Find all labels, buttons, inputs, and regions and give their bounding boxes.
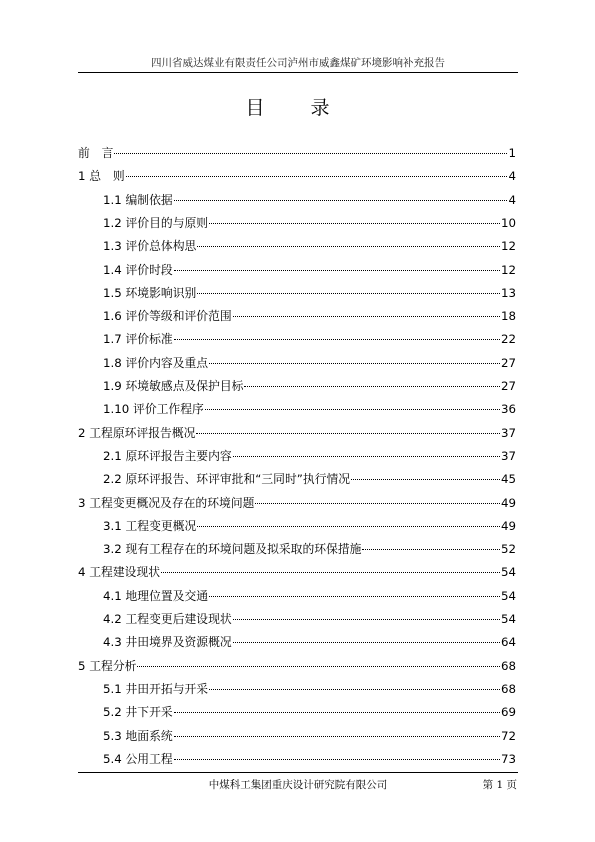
toc-entry-label: 2.1 原环评报告主要内容: [103, 448, 232, 463]
toc-entry-label: 4 工程建设现状: [78, 565, 161, 580]
header-rule: [78, 72, 518, 73]
toc-entry-label: 1.8 评价内容及重点: [103, 355, 209, 370]
toc-entry-label: 1.6 评价等级和评价范围: [103, 309, 232, 324]
toc-entry-label: 2.2 原环评报告、环评审批和“三同时”执行情况: [103, 472, 351, 487]
toc-entry-label: 1.7 评价标准: [103, 332, 173, 347]
toc-entry[interactable]: [103, 330, 516, 348]
toc-entry-label: 前 言: [78, 146, 114, 160]
toc-entry[interactable]: [78, 657, 516, 675]
toc-entry[interactable]: [78, 563, 516, 581]
toc-entry-page: 49: [500, 495, 516, 510]
toc-entry-label: 5 工程分析: [78, 658, 137, 673]
toc-dot-leader: [197, 245, 500, 247]
toc-entry-page: 12: [500, 239, 516, 254]
toc-entry-label: 1.4 评价时段: [103, 262, 173, 277]
toc-dot-leader: [174, 758, 500, 760]
toc-entry-page: 54: [500, 588, 516, 603]
toc-entry-page: 4: [508, 169, 516, 184]
toc-entry-page: 27: [500, 355, 516, 370]
toc-entry[interactable]: [103, 261, 516, 279]
toc-entry-label: 5.1 井田开拓与开采: [103, 681, 209, 696]
toc-entry-label: 5.2 井下开采: [103, 705, 173, 720]
toc-entry-page: 54: [500, 612, 516, 626]
toc-dot-leader: [244, 385, 500, 387]
toc-dot-leader: [209, 595, 500, 597]
toc-entry-page: 68: [500, 681, 516, 696]
toc-dot-leader: [233, 455, 500, 457]
toc-entry-page: 22: [500, 332, 516, 347]
toc-dot-leader: [209, 688, 500, 690]
toc-entry-page: 12: [500, 262, 516, 277]
toc-entry-label: 4.1 地理位置及交通: [103, 588, 209, 603]
toc-entry-label: 3 工程变更概况及存在的环境问题: [78, 495, 255, 510]
toc-entry-page: 4: [508, 192, 516, 207]
toc-dot-leader: [161, 571, 500, 573]
toc-dot-leader: [114, 152, 507, 154]
toc-dot-leader: [209, 362, 500, 364]
toc-dot-leader: [197, 525, 500, 527]
toc-entry[interactable]: [103, 214, 516, 232]
toc-entry[interactable]: [78, 424, 516, 442]
toc-entry-page: 45: [500, 472, 516, 487]
toc-entry-page: 73: [500, 751, 516, 766]
toc-entry-page: 54: [500, 565, 516, 580]
toc-entry-label: 5.4 公用工程: [103, 751, 173, 766]
toc-entry-page: 49: [500, 518, 516, 533]
toc-entry-page: 27: [500, 379, 516, 393]
toc-entry[interactable]: [103, 610, 516, 628]
footer-rule: [78, 772, 518, 773]
toc-title: 目 录: [245, 97, 350, 119]
toc-entry-label: 3.2 现有工程存在的环境问题及拟采取的环保措施: [103, 542, 362, 557]
toc-entry[interactable]: [103, 750, 516, 768]
toc-entry[interactable]: [78, 144, 516, 162]
toc-entry[interactable]: [78, 167, 516, 185]
toc-entry[interactable]: [78, 494, 516, 512]
toc-dot-leader: [126, 175, 508, 177]
toc-entry-label: 1.5 环境影响识别: [103, 285, 197, 300]
footer-page-number: 第 1 页: [482, 779, 517, 791]
toc-dot-leader: [233, 641, 500, 643]
toc-dot-leader: [362, 548, 500, 550]
toc-entry-label: 4.3 井田境界及资源概况: [103, 635, 232, 650]
toc-entry[interactable]: [103, 400, 516, 418]
toc-entry-page: 64: [500, 635, 516, 650]
toc-entry-label: 1.2 评价目的与原则: [103, 215, 209, 230]
toc-entry[interactable]: [103, 377, 516, 395]
toc-entry[interactable]: [103, 540, 516, 558]
running-header: 四川省威达煤业有限责任公司泸州市威鑫煤矿环境影响补充报告: [151, 57, 445, 69]
toc-entry[interactable]: [103, 354, 516, 372]
toc-dot-leader: [205, 408, 500, 410]
toc-dot-leader: [174, 269, 500, 271]
toc-entry-label: 5.3 地面系统: [103, 728, 173, 743]
toc-entry[interactable]: [103, 703, 516, 721]
toc-entry[interactable]: [103, 191, 516, 209]
toc-entry[interactable]: [103, 470, 516, 488]
toc-entry-label: 2 工程原环评报告概况: [78, 425, 196, 440]
toc-dot-leader: [196, 432, 500, 434]
toc-entry-label: 1.10 评价工作程序: [103, 402, 204, 417]
toc-entry-page: 18: [500, 309, 516, 324]
toc-dot-leader: [174, 711, 500, 713]
toc-dot-leader: [174, 338, 500, 340]
toc-entry-page: 13: [500, 285, 516, 300]
toc-entry[interactable]: [103, 307, 516, 325]
toc-entry[interactable]: [103, 237, 516, 255]
toc-entry-page: 10: [500, 215, 516, 230]
toc-dot-leader: [351, 478, 500, 480]
toc-dot-leader: [137, 665, 500, 667]
toc-entry[interactable]: [103, 447, 516, 465]
toc-entry-label: 4.2 工程变更后建设现状: [103, 612, 232, 626]
footer-organization: 中煤科工集团重庆设计研究院有限公司: [208, 779, 388, 791]
toc-entry-page: 72: [500, 728, 516, 743]
toc-entry-label: 1 总 则: [78, 169, 125, 184]
toc-entry[interactable]: [103, 284, 516, 302]
toc-entry-label: 1.3 评价总体构思: [103, 239, 197, 254]
toc-dot-leader: [174, 199, 508, 201]
toc-entry[interactable]: [103, 587, 516, 605]
toc-entry-page: 37: [500, 448, 516, 463]
toc-entry-label: 3.1 工程变更概况: [103, 518, 197, 533]
toc-entry-page: 37: [500, 425, 516, 440]
toc-dot-leader: [255, 502, 500, 504]
toc-entry[interactable]: [103, 680, 516, 698]
toc-entry-page: 1: [508, 146, 516, 160]
toc-entry-page: 69: [500, 705, 516, 720]
toc-dot-leader: [233, 315, 500, 317]
toc-entry[interactable]: [103, 633, 516, 651]
toc-dot-leader: [197, 292, 500, 294]
toc-dot-leader: [233, 618, 500, 620]
toc-entry[interactable]: [103, 727, 516, 745]
toc-dot-leader: [174, 735, 500, 737]
toc-entry[interactable]: [103, 517, 516, 535]
toc-dot-leader: [209, 222, 500, 224]
toc-entry-label: 1.9 环境敏感点及保护目标: [103, 379, 244, 393]
toc-entry-page: 68: [500, 658, 516, 673]
toc-entry-label: 1.1 编制依据: [103, 192, 173, 207]
toc-entry-page: 36: [500, 402, 516, 417]
toc-entry-page: 52: [500, 542, 516, 557]
